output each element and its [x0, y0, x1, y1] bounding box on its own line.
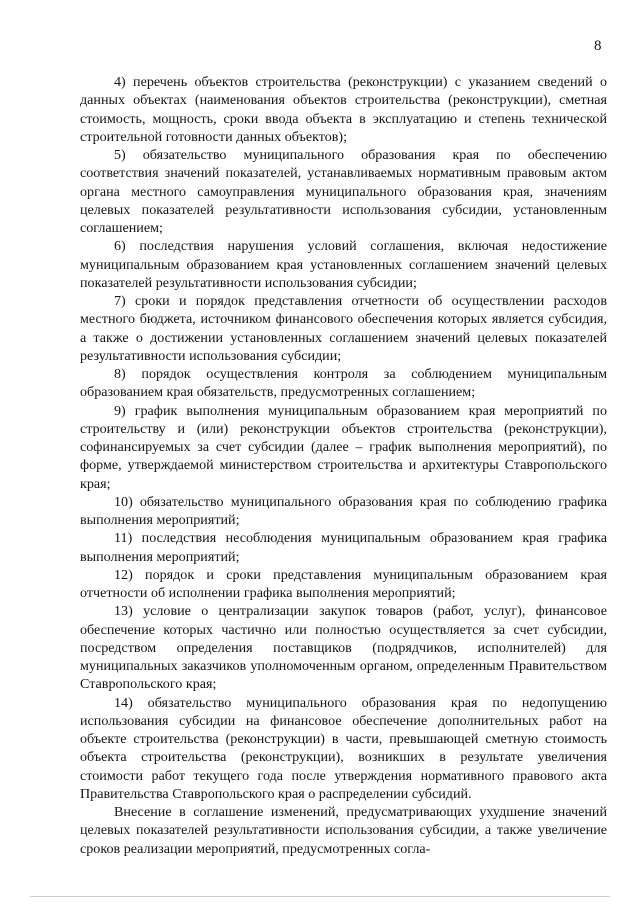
paragraph-item-5: 5) обязательство муниципального образования края по обеспечению соответствия значений показателей, устанавливаемых нормативным правовым актом органа местного самоуправления муниципального образования края, значениям целевых показателей результативности использования субсидии, установленным соглашением; — [80, 147, 607, 236]
paragraph-item-4: 4) перечень объектов строительства (реконструкции) с указанием сведений о данных объектах (наименования объектов строительства (реконструкции), сметная стоимость, мощность, сроки ввода объекта в эксплуатацию и степень технической строительной готовности данных объектов); — [80, 74, 607, 145]
paragraph-item-11: 11) последствия несоблюдения муниципальным образованием края графика выполнения мероприятий; — [80, 530, 607, 565]
paragraph-amendments: Внесение в соглашение изменений, предусматривающих ухудшение значений целевых показателей результативности использования субсидии, а также увеличение сроков реализации мероприятий, предусмотренных согла- — [80, 804, 607, 857]
paragraph-item-12: 12) порядок и сроки представления муниципальным образованием края отчетности об исполнении графика выполнения мероприятий; — [80, 566, 607, 601]
paragraph-item-8: 8) порядок осуществления контроля за соблюдением муниципальным образованием края обязательств, предусмотренных соглашением; — [80, 366, 607, 401]
document-body — [80, 73, 607, 858]
paragraph-item-7: 7) сроки и порядок представления отчетности об осуществлении расходов местного бюджета, источником финансового обеспечения которых является субсидия, а также о достижении установленных соглашением значений целевых показателей результативности использования субсидии; — [80, 293, 607, 364]
paragraph-item-10: 10) обязательство муниципального образования края по соблюдению графика выполнения мероприятий; — [80, 493, 607, 528]
bottom-edge-divider — [30, 896, 610, 897]
paragraph-item-6: 6) последствия нарушения условий соглашения, включая недостижение муниципальным образованием края установленных соглашением значений целевых показателей результативности использования субсидии; — [80, 238, 607, 291]
paragraph-item-14: 14) обязательство муниципального образования края по недопущению использования субсидии на финансовое обеспечение дополнительных работ на объекте строительства (реконструкции) в части, превышающей сметную стоимость объекта строительства (реконструкции), возникших в результате увеличения стоимости работ текущего года после утверждения нормативного правового акта Правительства Ставропольского края о распределении субсидий. — [80, 694, 607, 802]
paragraph-item-13: 13) условие о централизации закупок товаров (работ, услуг), финансовое обеспечение которых частично или полностью осуществляется за счет субсидии, посредством определения поставщиков (подрядчиков, исполнителей) для муниципальных заказчиков уполномоченным органом, определенным Правительством Ставропольского края; — [80, 603, 607, 693]
paragraph-item-9: 9) график выполнения муниципальным образованием края мероприятий по строительству и (или) реконструкции объектов строительства (реконструкции), софинансируемых за счет субсидии (далее – график выполнения мероприятий), по форме, утверждаемой министерством строительства и архитектуры Ставропольского края; — [80, 402, 607, 492]
page-number: 8 — [594, 38, 602, 54]
